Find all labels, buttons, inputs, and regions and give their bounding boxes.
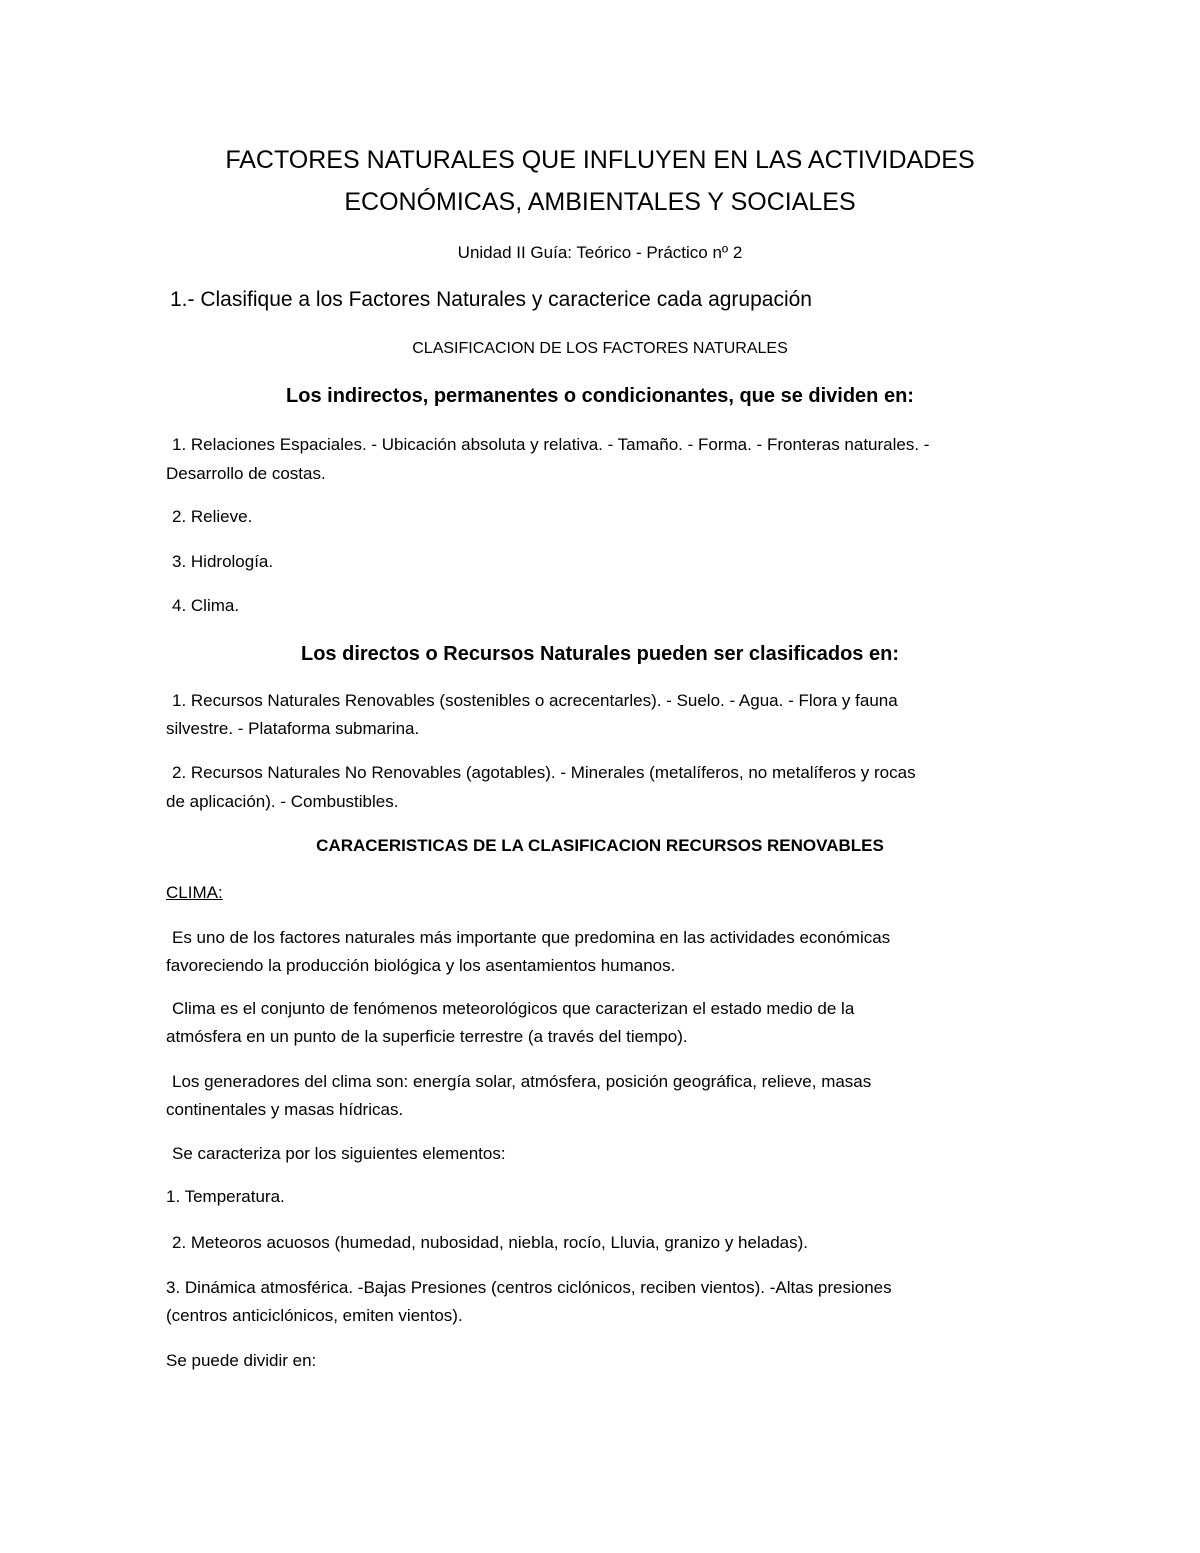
- direct-factors-heading: Los directos o Recursos Naturales pueden ser clasificados en:: [301, 643, 899, 665]
- characteristics-heading: CARACERISTICAS DE LA CLASIFICACION RECURSOS RENOVABLES: [316, 836, 884, 855]
- paragraph-3-line-2: continentales y masas hídricas.: [166, 1100, 404, 1119]
- indirect-item-3: 3. Hidrología.: [172, 552, 274, 571]
- document-subtitle: Unidad II Guía: Teórico - Práctico nº 2: [457, 243, 743, 262]
- paragraph-2-line-1: Clima es el conjunto de fenómenos meteorológicos que caracterizan el estado medio de la: [172, 999, 855, 1018]
- direct-item-1-line-1: 1. Recursos Naturales Renovables (sostenibles o acrecentarles). - Suelo. - Agua. - Flora y fauna: [172, 691, 898, 710]
- paragraph-3-line-1: Los generadores del clima son: energía solar, atmósfera, posición geográfica, relieve, masas: [172, 1072, 872, 1091]
- indirect-item-1-line-1: 1. Relaciones Espaciales. - Ubicación absoluta y relativa. - Tamaño. - Forma. - Fronteras naturales. -: [172, 435, 930, 454]
- direct-item-2-line-1: 2. Recursos Naturales No Renovables (agotables). - Minerales (metalíferos, no metalíferos y rocas: [172, 763, 916, 782]
- element-1: 1. Temperatura.: [166, 1187, 285, 1206]
- indirect-item-4: 4. Clima.: [172, 596, 240, 615]
- clima-label: CLIMA:: [166, 883, 223, 902]
- indirect-item-1-line-2: Desarrollo de costas.: [166, 464, 326, 483]
- document-title-line-1: FACTORES NATURALES QUE INFLUYEN EN LAS ACTIVIDADES: [225, 146, 975, 174]
- question-1: 1.- Clasifique a los Factores Naturales y caracterice cada agrupación: [170, 288, 812, 311]
- document-title-line-2: ECONÓMICAS, AMBIENTALES Y SOCIALES: [344, 188, 856, 216]
- direct-item-1-line-2: silvestre. - Plataforma submarina.: [166, 719, 420, 738]
- paragraph-2-line-2: atmósfera en un punto de la superficie terrestre (a través del tiempo).: [166, 1027, 688, 1046]
- paragraph-4: Se caracteriza por los siguientes elementos:: [172, 1144, 506, 1163]
- indirect-item-2: 2. Relieve.: [172, 507, 253, 526]
- element-3-line-2: (centros anticiclónicos, emiten vientos).: [166, 1306, 463, 1325]
- paragraph-1-line-2: favoreciendo la producción biológica y los asentamientos humanos.: [166, 956, 676, 975]
- paragraph-1-line-1: Es uno de los factores naturales más importante que predomina en las actividades económicas: [172, 928, 891, 947]
- closing-line: Se puede dividir en:: [166, 1351, 317, 1370]
- classification-heading: CLASIFICACION DE LOS FACTORES NATURALES: [412, 340, 788, 357]
- element-3-line-1: 3. Dinámica atmosférica. -Bajas Presiones (centros ciclónicos, reciben vientos). -Altas presiones: [166, 1278, 892, 1297]
- element-2: 2. Meteoros acuosos (humedad, nubosidad, niebla, rocío, Lluvia, granizo y heladas).: [172, 1233, 808, 1252]
- indirect-factors-heading: Los indirectos, permanentes o condicionantes, que se dividen en:: [286, 385, 914, 407]
- direct-item-2-line-2: de aplicación). - Combustibles.: [166, 792, 399, 811]
